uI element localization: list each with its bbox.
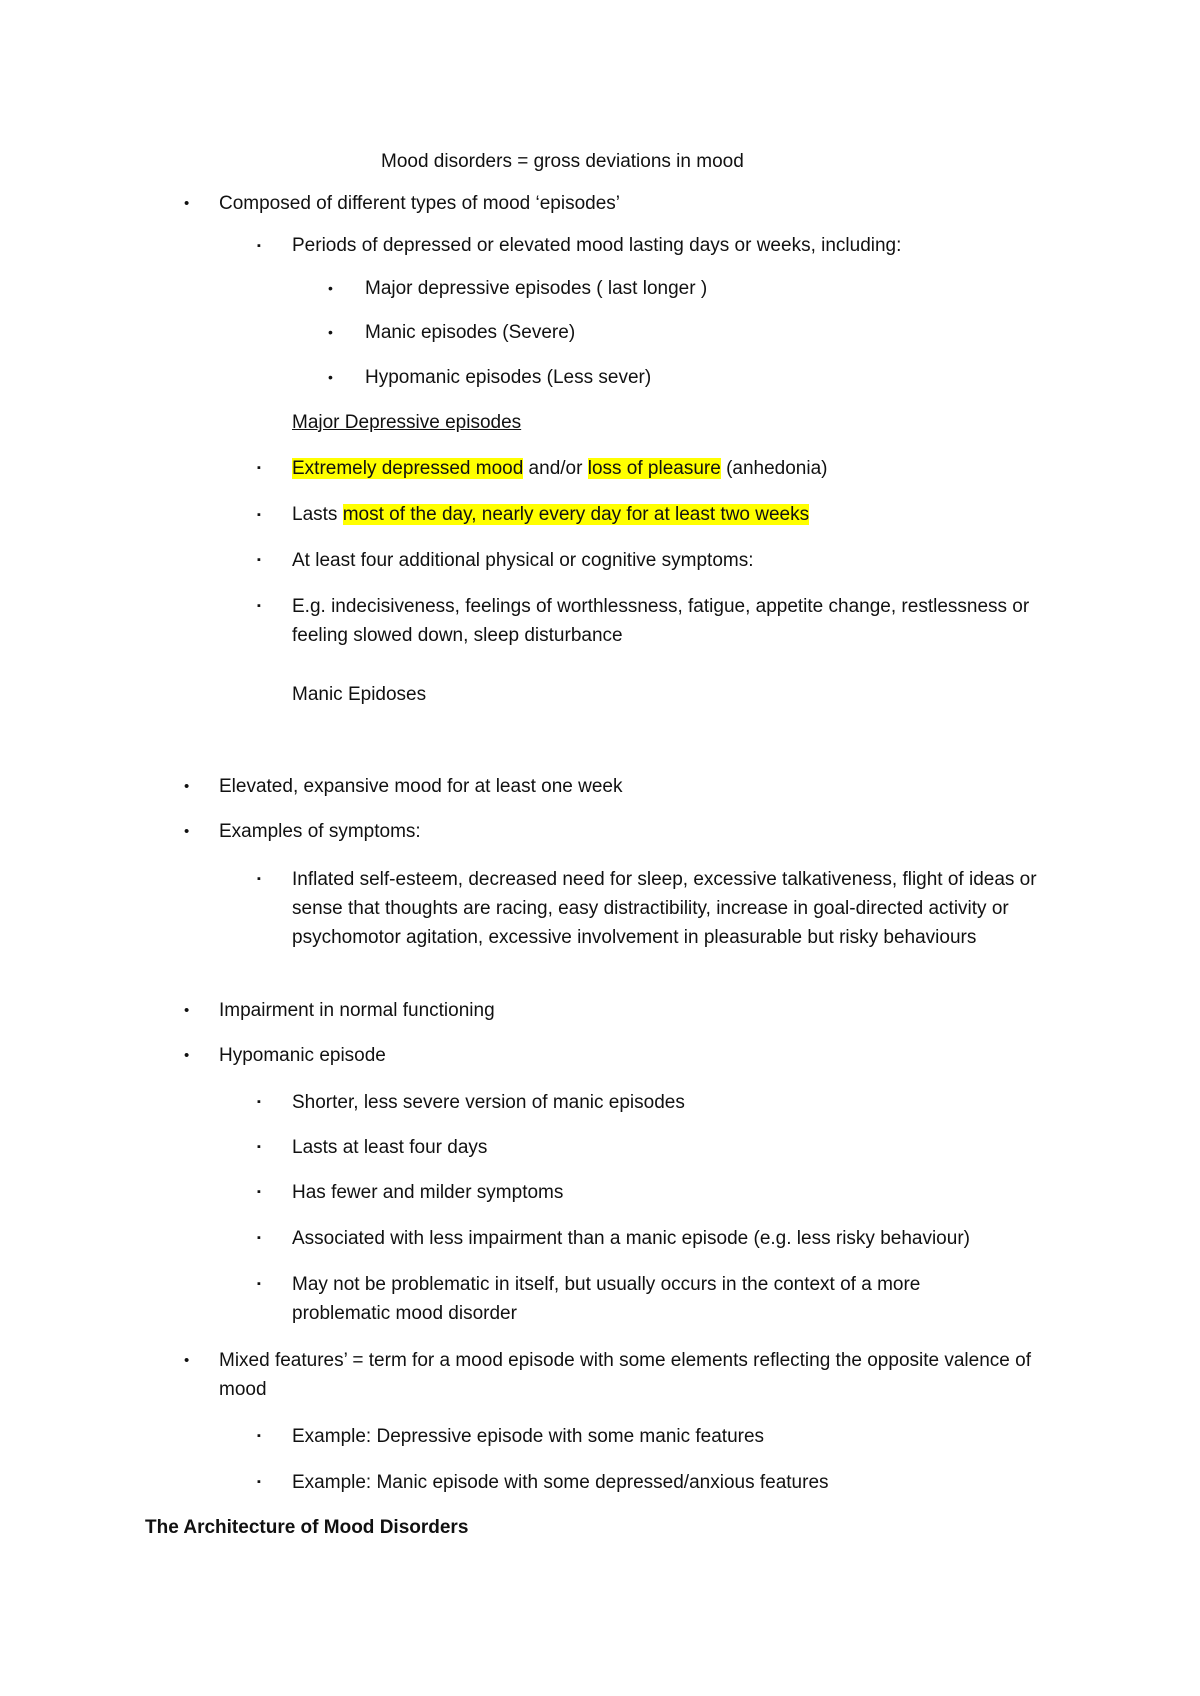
mde-item-examples: E.g. indecisiveness, feelings of worthlessness, fatigue, appetite change, restlessness or feeling slowed down, sleep disturbance [292,596,1030,646]
text-span: (anhedonia) [720,458,828,479]
bullet-square: ▪ [257,1430,261,1442]
hypomanic-point: May not be problematic in itself, but usually occurs in the context of a more problematic mood disorder [292,1274,921,1324]
mde-item-symptoms: At least four additional physical or cognitive symptoms: [292,550,754,571]
bullet-round: • [184,1352,190,1369]
bullet-round: • [184,195,190,212]
bullet-square: ▪ [257,873,261,885]
manic-item: Examples of symptoms: [219,821,421,842]
bullet-round: • [184,1002,190,1019]
hypomanic-item: Hypomanic episode [219,1045,386,1066]
mde-item-mood [292,454,828,483]
bullet-square: ▪ [257,1141,261,1153]
manic-heading: Manic Epidoses [292,684,427,705]
episode-type-item: Manic episodes (Severe) [365,322,576,343]
bullet-square: ▪ [257,509,261,521]
text-span: Lasts [292,504,343,525]
bullet-square: ▪ [257,462,261,474]
highlight-text: loss of pleasure [587,458,721,479]
bullet-square: ▪ [257,240,261,252]
impairment-item: Impairment in normal functioning [219,1000,495,1021]
bullet-round: • [184,823,190,840]
document-title: Mood disorders = gross deviations in mood [381,151,744,172]
bullet-square: ▪ [257,1096,261,1108]
periods-item: Periods of depressed or elevated mood lasting days or weeks, including: [292,235,902,256]
bullet-small: • [328,324,333,340]
highlight-text: most of the day, nearly every day for at least two weeks [342,504,810,525]
mixed-example: Example: Depressive episode with some manic features [292,1426,765,1447]
hypomanic-point: Lasts at least four days [292,1137,488,1158]
bullet-square: ▪ [257,1476,261,1488]
bullet-round: • [184,1047,190,1064]
hypomanic-point: Has fewer and milder symptoms [292,1182,564,1203]
section-heading: The Architecture of Mood Disorders [145,1517,469,1538]
bullet-small: • [328,369,333,385]
manic-symptoms: Inflated self-esteem, decreased need for sleep, excessive talkativeness, flight of ideas or sense that thoughts are racing, easy distractibility, increase in goal-directed activity or psychomotor agitation, excessive involvement in pleasurable but risky behaviours [292,869,1037,948]
text-span: and/or [523,458,588,479]
bullet-square: ▪ [257,554,261,566]
bullet-square: ▪ [257,600,261,612]
hypomanic-point: Associated with less impairment than a manic episode (e.g. less risky behaviour) [292,1228,970,1249]
bullet-small: • [328,280,333,296]
bullet-square: ▪ [257,1278,261,1290]
highlight-text: Extremely depressed mood [292,458,524,479]
episode-type-item: Hypomanic episodes (Less sever) [365,367,652,388]
hypomanic-point: Shorter, less severe version of manic episodes [292,1092,685,1113]
bullet-square: ▪ [257,1186,261,1198]
mde-heading: Major Depressive episodes [292,412,522,433]
intro-item: Composed of different types of mood ‘episodes’ [219,193,620,214]
mixed-example: Example: Manic episode with some depressed/anxious features [292,1472,829,1493]
mixed-item: Mixed features’ = term for a mood episode with some elements reflecting the opposite valence of mood [219,1350,1031,1400]
bullet-square: ▪ [257,1232,261,1244]
mde-item-duration [292,500,809,529]
bullet-round: • [184,778,190,795]
episode-type-item: Major depressive episodes ( last longer ) [365,278,708,299]
manic-item: Elevated, expansive mood for at least one week [219,776,623,797]
